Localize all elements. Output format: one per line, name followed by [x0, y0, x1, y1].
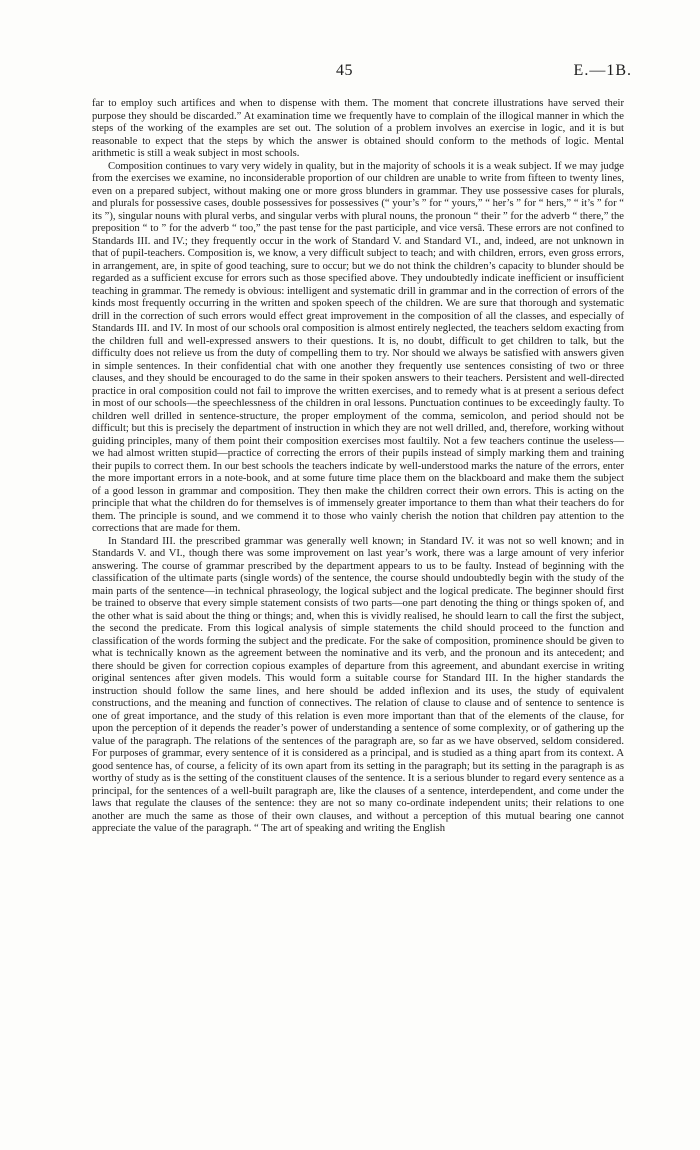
body-text	[92, 98, 624, 836]
paragraph-composition: Composition continues to vary very widely in quality, but in the majority of schools it is a weak subject. If we may judge from the exercises we examine, no inconsiderable proportion of our children are unable to write from fifteen to twenty lines, even on a prepared subject, without making one or more gross blunders in grammar. They use possessive cases for plurals, and plurals for possessive cases, double possessives for possessives (“ your’s ” for “ yours,” “ her’s ” for “ hers,” “ it’s ” for “ its ”), singular nouns with plural verbs, and singular verbs with plural nouns, the pronoun “ their ” for the adverb “ there,” the preposition “ to ” for the adverb “ too,” the past tense for the past participle, and vice versâ. These errors are not confined to Standards III. and IV.; they frequently occur in the work of Standard V. and Standard VI., and, indeed, are not unknown in that of pupil-teachers. Composition is, we know, a very difficult subject to teach; and with children, errors, even gross errors, in arrangement, are, in spite of good teaching, sure to occur; but we do not think the children’s capacity to blunder should be regarded as a sufficient excuse for errors such as those specified above. They undoubtedly indicate inefficient or insufficient teaching in grammar. The remedy is obvious: intelligent and systematic drill in grammar and in the correction of errors of the kinds most frequently occurring in the written and spoken speech of the children. We are sure that thorough and systematic drill in the correction of such errors would effect great improvement in the composition of all the classes, and especially of Standards III. and IV. In most of our schools oral composition is almost entirely neglected, the teachers seldom exacting from the children full and well-expressed answers to their questions. It is, no doubt, difficult to get children to talk, but the difficulty does not relieve us from the duty of compelling them to try. Nor should we always be satisfied with answers given in simple sentences. In their confidential chat with one another they frequently use sentences consisting of two or three clauses, and they should be encouraged to do the same in their spoken answers to their teachers. Persistent and well-directed practice in oral composition could not fail to improve the written exercises, and to remedy what is at present a serious defect in most of our schools—the speechlessness of the children in oral lessons. Punctuation continues to be exceedingly faulty. To children well drilled in sentence-structure, the proper employment of the comma, semicolon, and period should not be difficult; but this is precisely the department of instruction in which they are not well drilled, and, therefore, working without guiding principles, many of them point their composition exercises most faultily. Not a few teachers continue the useless—we had almost written stupid—practice of correcting the errors of their pupils instead of simply marking them and training their pupils to correct them. In our best schools the teachers indicate by well-understood marks the nature of the errors, enter the more important errors in a note-book, and at some future time place them on the blackboard and make them the subject of a good lesson in grammar and composition. They then make the children correct their own errors. This is acting on the principle that what the children do for themselves is of immensely greater importance to them than what their teachers do for them. The principle is sound, and we commend it to those who vainly cherish the notion that children pay attention to the corrections that are made for them.	[92, 160, 624, 534]
page-header	[0, 62, 700, 88]
paragraph-grammar: In Standard III. the prescribed grammar was generally well known; in Standard IV. it was not so well known; and in Standards V. and VI., though there was some improvement on last year’s work, there was a large amount of very inferior answering. The course of grammar prescribed by the department appears to us to be faulty. Instead of beginning with the classification of the ultimate parts (single words) of the sentence, the course should undoubtedly begin with the study of the main parts of the sentence—in technical phraseology, the logical subject and the logical predicate. The beginner should first be trained to observe that every simple statement consists of two parts—one part denoting the thing or things spoken of, and the other what is said about the thing or things; and, when this is vividly realised, he should learn to call the first the subject, the second the predicate. From this logical analysis of simple statements the child should proceed to the function and classification of the words forming the subject and the predicate. For the sake of composition, prominence should be given to what is technically known as the agreement between the nominative and its verb, and the pronoun and its antecedent; and there should be given for correction copious examples of departure from this agreement, and abundant exercise in writing original sentences after given models. This would form a suitable course for Standard III. In the higher standards the instruction should follow the same lines, and here should be added inflexion and its uses, the study of equivalent constructions, and the meaning and function of connectives. The relation of clause to clause and of sentence to sentence is one of great importance, and the study of this relation is even more important than that of the elements of the clause, for upon the perception of it depends the reader’s power of understanding a sentence of some complexity, or of gathering up the value of the paragraph. The relations of the sentences of the paragraph are, so far as we have observed, seldom considered. For purposes of grammar, every sentence of it is considered as a principal, and is studied as a thing apart from its context. A good sentence has, of course, a felicity of its own apart from its setting in the paragraph; but its setting in the paragraph is as worthy of study as is the setting of the constituent clauses of the sentence. It is a serious blunder to regard every sentence as a principal, for the sentences of a well-built paragraph are, like the clauses of a sentence, interdependent, and come under the laws that regulate the clauses of the sentence: they are not so many co-ordinate independent units; their relations to one another are much the same as those of their own clauses, and without a perception of this mutual bearing one cannot appreciate the value of the paragraph. “ The art of speaking and writing the English	[92, 535, 624, 834]
page-bottom-edge	[0, 1142, 700, 1143]
document-reference: E.—1B.	[573, 62, 632, 79]
page-number: 45	[336, 62, 353, 79]
paragraph-arithmetic-continued: far to employ such artifices and when to dispense with them. The moment that concrete illustrations have served their purpose they should be discarded.” At examination time we frequently have to complain of the illogical manner in which the steps of the working of the examples are set out. The solution of a problem involves an exercise in logic, and it is but reasonable to expect that the steps by which the answer is obtained should conform to the methods of logic. Mental arithmetic is still a weak subject in most schools.	[92, 98, 624, 159]
